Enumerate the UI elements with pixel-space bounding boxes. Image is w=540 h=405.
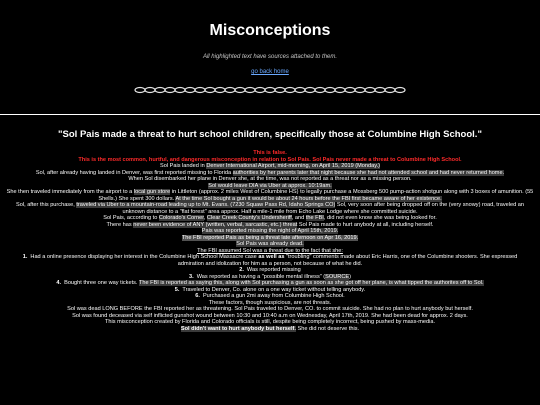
text: She then traveled immediately from the airport to a: [6, 189, 134, 195]
text: Sol, very soon after being dropped off on the (very snowy) road, traveled an unknown distance to a "flat forest" area approx. Half a mile-1 mile from Echo Lake Lodge where she committed suicide.: [122, 202, 524, 215]
reported-missing-link[interactable]: Pais was reported missing the night of April 15th, 2019.: [201, 228, 339, 234]
fbi-threat-link[interactable]: The FBI reported Pais as being a threat late afternoon on Apr 16, 2019.: [181, 234, 359, 241]
verdict-statement: This is the most common, hurtful, and dangerous misconception in relation to Sol Pais. Sol Pais never made a threat to Columbine High School.: [78, 156, 462, 163]
list-number: 3.: [189, 273, 194, 280]
disembark-line: When Sol disembarked her plane in Denver she, at the time, was not reported as a threat nor as a missing person.: [128, 176, 412, 182]
mental-illness-source-link[interactable]: SOURCE: [325, 273, 350, 280]
closing-factors: These factors, though suspicious, are not threats.: [208, 299, 332, 306]
reasons-list: [10, 254, 530, 300]
undersheriff-link[interactable]: Clear Creek County's Undersheriff: [206, 215, 292, 221]
closing-final-link[interactable]: Sol didn't want to hurt anybody but herself.: [180, 325, 296, 332]
uber-source-link[interactable]: Sol would leave DIA via Uber at approx. 10:19am.: [208, 182, 332, 189]
closing-dead: Sol was dead LONG BEFORE the FBI reported her as threatening. Sol Pais traveled to Denver, CO. to commit suicide. She had no plan to hurt anybody but herself.: [67, 306, 473, 312]
misconception-section: [0, 115, 540, 332]
chain-divider-icon: [134, 86, 406, 94]
text: She did not deserve this.: [295, 325, 360, 332]
text: Sol Pais landed in: [159, 163, 207, 169]
page-title: Misconceptions: [209, 22, 331, 39]
closing-final: [6, 326, 534, 333]
list-number: 4.: [56, 280, 62, 286]
no-threat-source-link[interactable]: never been evidence of ANY (written, verbal, sarcastic, etc.) threat: [133, 221, 298, 228]
list-item: [10, 254, 530, 267]
list-number: 2.: [239, 267, 244, 273]
text: Sol Pais made to hurt anybody at all, including herself.: [297, 221, 434, 228]
closing-found: Sol was found deceased via self inflicted gunshot wound between 10:30 and 10:40 a.m on Wednesday, April 17th, 2019. She had been dead for approx. 2 days.: [72, 312, 468, 319]
text: Sol Pais, according to: [103, 215, 159, 221]
text: Was reported missing: [246, 267, 301, 273]
fbi-aware-source-link[interactable]: At the time Sol bought a gun it would be about 24 hours before the FBI first became aware of her existence.: [175, 195, 442, 202]
text: Bought three one way tickets.: [64, 280, 139, 286]
text: ): [349, 273, 351, 280]
text: Purchased a gun 2mi away from Columbine High School.: [202, 293, 345, 299]
list-number: 6.: [195, 293, 200, 299]
text: in Littleton (approx. 2 miles West of Columbine HS) to legally purchase a Mossberg 500 pump-action shotgun along with 3 boxes of amunition. (55 Shells.) She spent 300 dollars.: [98, 189, 534, 202]
text: Traveled to Denver, Co. alone on a one way ticket without telling anybody.: [182, 286, 366, 293]
misconception-headline: "Sol Pais made a threat to hurt school children, specifically those at Columbine High School.": [58, 129, 482, 140]
back-home-link[interactable]: go back home: [251, 69, 289, 75]
text: Sol, after already having landed in Denver, was first reported missing to Florida: [35, 169, 233, 176]
fbi-assumed-text: The FBI assumed Sol was a threat due to the fact that she:: [197, 247, 343, 254]
list-number: 1.: [22, 254, 28, 260]
text: , did not even know she was being looked for.: [323, 215, 437, 221]
mountain-source-link[interactable]: traveled via Uber to a mountain-road leading up to Mt. Evans. (7230 Squaw Pass Rd, Idaho Springs CO): [76, 202, 336, 208]
colorados-corner-link[interactable]: Colorado's Corner: [158, 215, 204, 221]
fbi-link[interactable]: the FBI: [305, 215, 324, 221]
text: Sol, after this purchase,: [16, 202, 77, 208]
list-number: 5.: [174, 286, 180, 293]
gun-store-source-link[interactable]: local gun store: [133, 189, 171, 195]
tickets-source-link[interactable]: The FBI is reported as saying this, along with Sol purchasing a gun as soon as she got off her plane, is what tipped the authorites off to Sol.: [138, 280, 484, 286]
text: Had a online presence displaying her interest in the Columbine High School Massacre case: [30, 254, 259, 260]
already-dead-link[interactable]: Sol Pais was already dead.: [236, 241, 304, 247]
text: ,: [203, 215, 207, 221]
airport-source-link[interactable]: Denver International Airport, mid-morning, on April 15, 2019 (Monday.): [206, 163, 381, 169]
closing-media: This misconception created by Florida and Colorado officials is still, despite being completely incorrect, being pushed by mass-media.: [104, 319, 436, 325]
sources-note: All highlighted text have sources attached to them.: [202, 54, 338, 60]
gun-store-line: [6, 189, 534, 202]
text: , and: [291, 215, 306, 221]
text: There has: [106, 221, 134, 228]
text: "troubling" comments made about Eric Harris, one of the Columbine shooters. She expressed admiration and idolization for him as a person, not because of what he did.: [177, 254, 518, 267]
mountain-line: [6, 202, 534, 215]
verdict-false: This is false.: [253, 150, 287, 156]
text: as well as: [258, 254, 285, 260]
text: Was reported as having a "possible mental illness" (: [196, 273, 326, 280]
header: [0, 0, 540, 94]
parents-source-link[interactable]: authorities by her parents later that night because she had not attended school and had never returned home.: [232, 169, 505, 176]
